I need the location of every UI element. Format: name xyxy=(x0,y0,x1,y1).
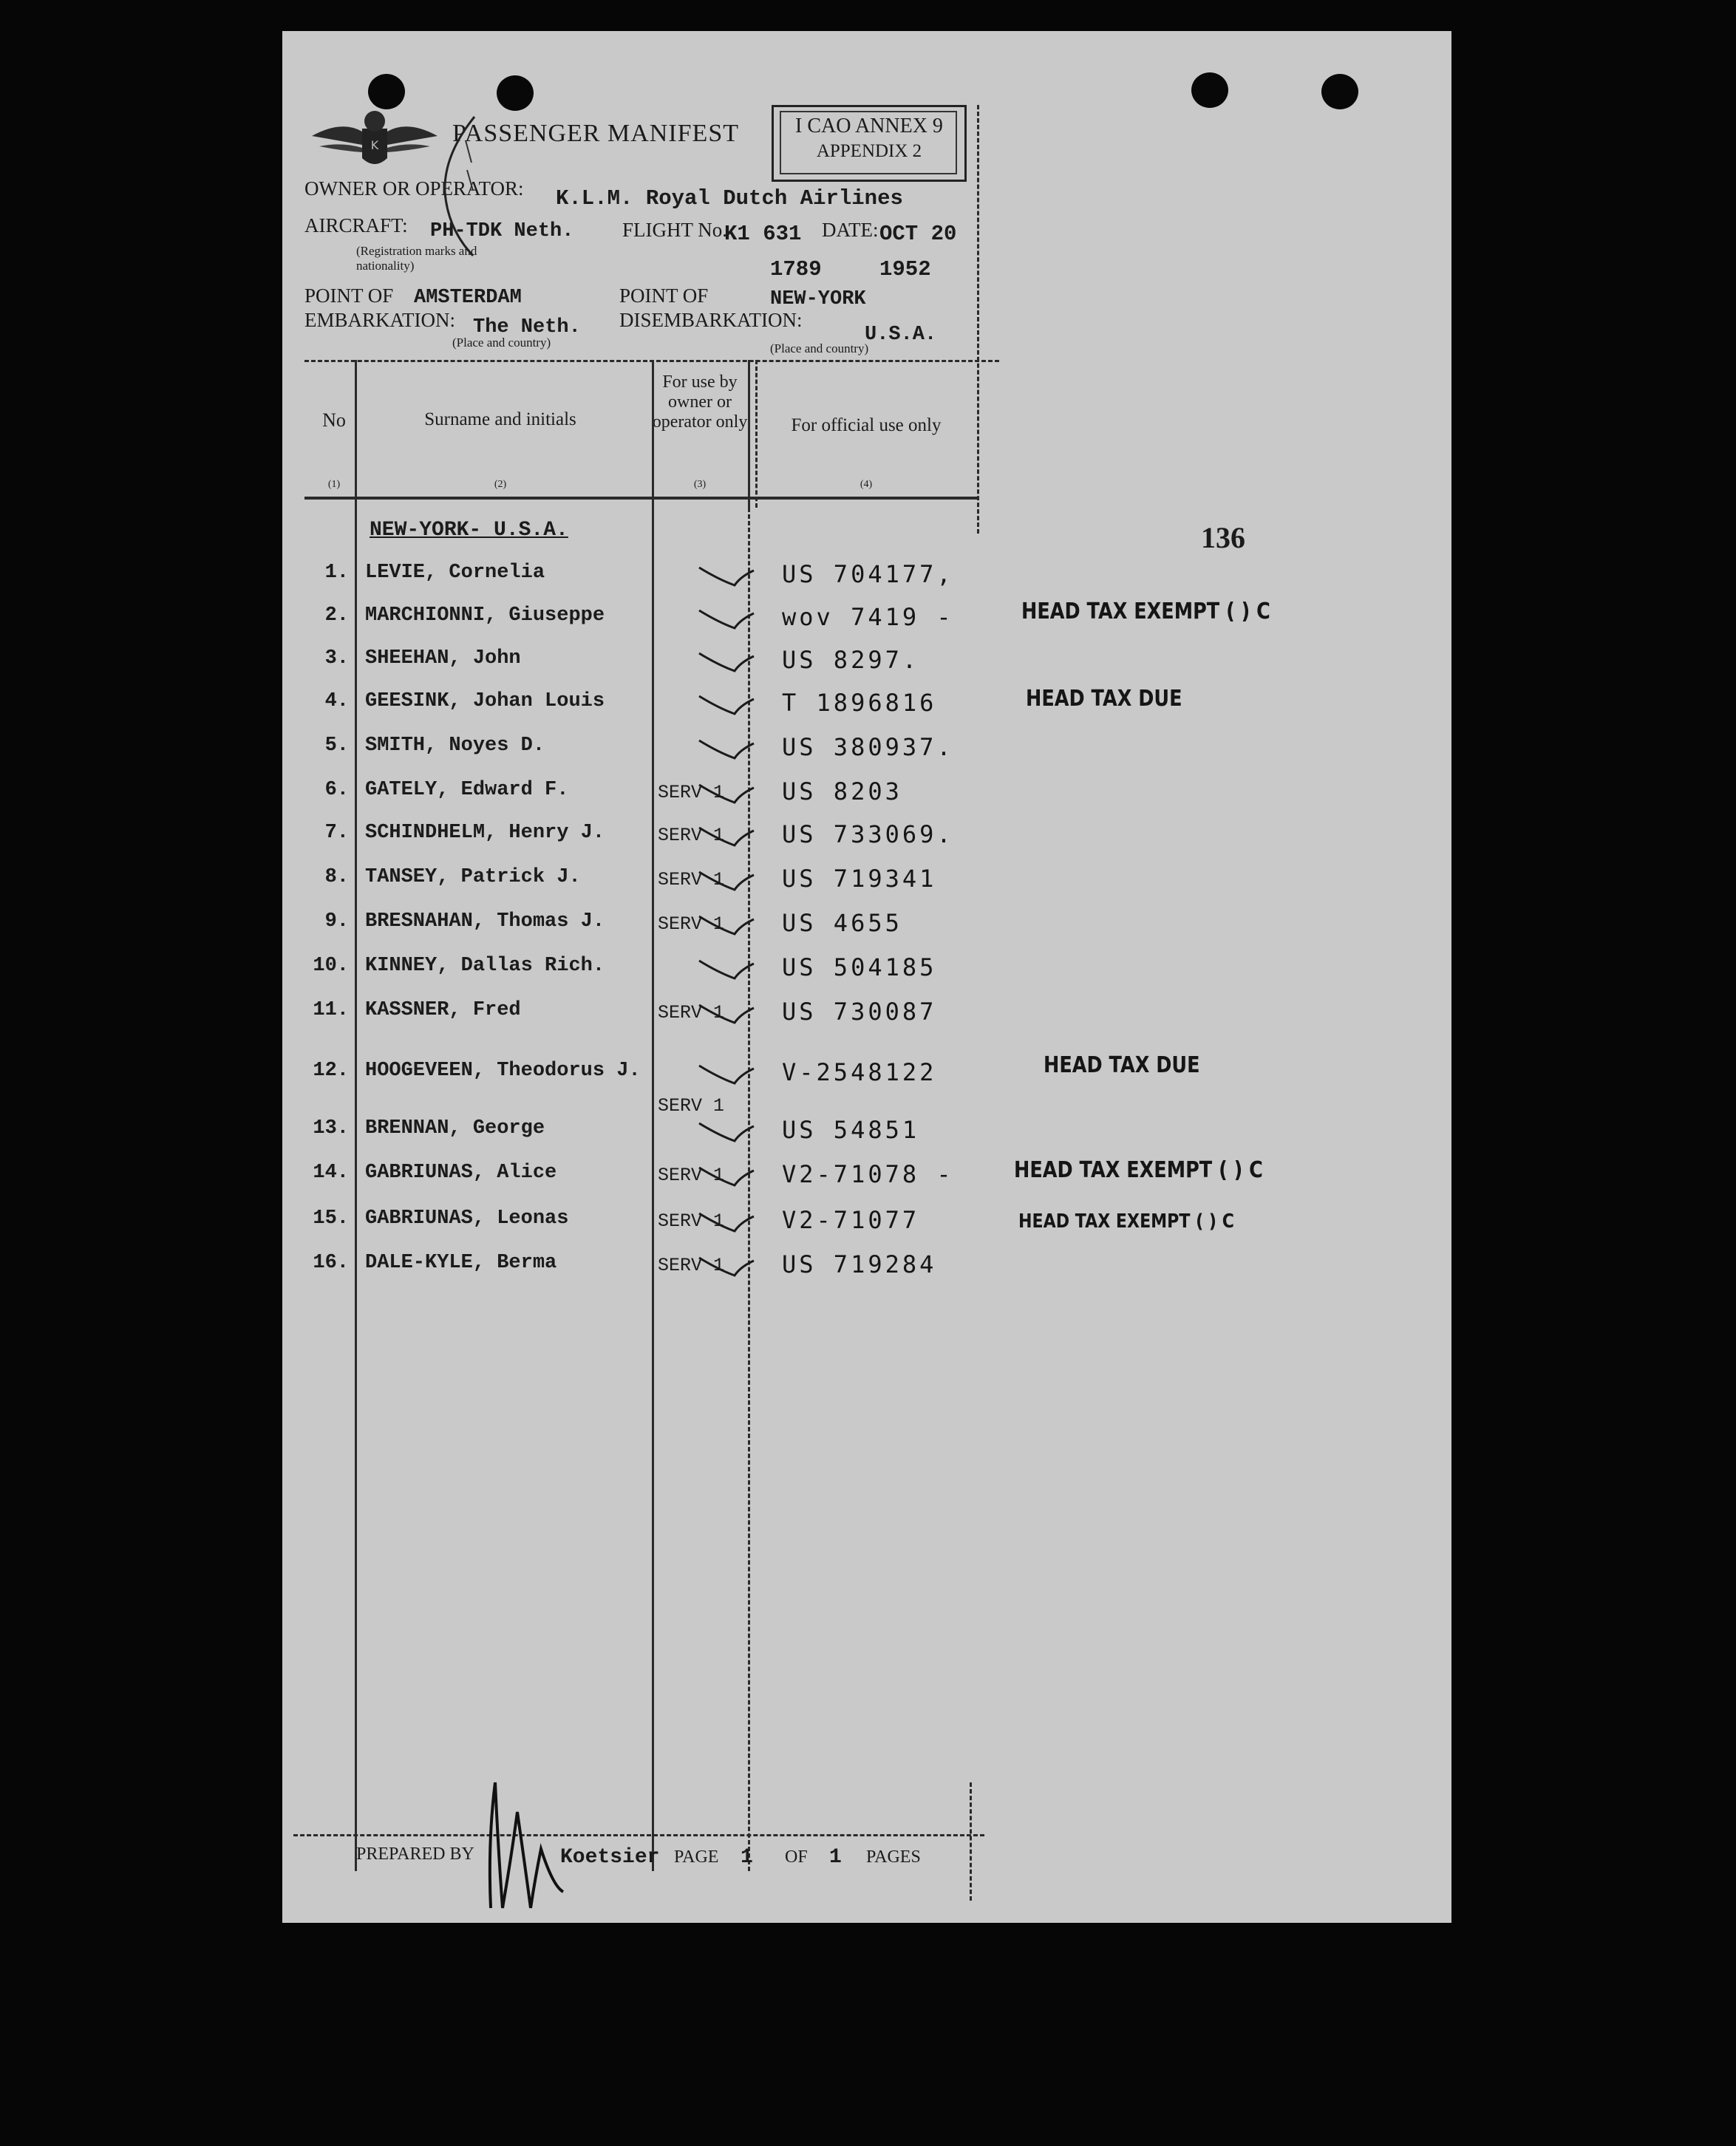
passenger-name: GATELY, Edward F. xyxy=(365,779,569,801)
row-number: 10. xyxy=(313,955,349,977)
official-number: US 54851 xyxy=(782,1116,920,1144)
check-mark-icon xyxy=(696,950,777,987)
icao-annex-box xyxy=(772,105,967,182)
row-number: 7. xyxy=(324,822,349,844)
row-number: 6. xyxy=(324,779,349,801)
date-value: OCT 20 xyxy=(879,222,957,246)
table-row xyxy=(282,562,1451,599)
head-tax-stamp: HEAD TAX EXEMPT ( ) C xyxy=(1018,1210,1234,1233)
service-class: SERV 1 xyxy=(658,1210,725,1232)
check-mark-icon xyxy=(696,774,777,811)
row-number: 9. xyxy=(324,910,349,933)
passenger-name: MARCHIONNI, Giuseppe xyxy=(365,604,605,627)
check-mark-icon xyxy=(696,906,777,943)
row-number: 16. xyxy=(313,1252,349,1274)
table-row xyxy=(282,999,1451,1036)
manifest-sheet xyxy=(282,31,1451,1923)
official-number: US 719341 xyxy=(782,865,937,893)
of-label: OF xyxy=(785,1847,808,1867)
passenger-name: GABRIUNAS, Leonas xyxy=(365,1207,569,1230)
embark-label: POINT OF EMBARKATION: xyxy=(304,285,456,331)
official-number: V2-71078 - xyxy=(782,1160,954,1188)
flight-value: K1 631 xyxy=(724,222,802,246)
total-pages: 1 xyxy=(829,1846,842,1869)
col-official-index: (4) xyxy=(860,479,873,490)
page-number: 136 xyxy=(1201,521,1245,554)
row-number: 8. xyxy=(324,866,349,888)
punch-hole xyxy=(1321,74,1358,109)
official-number: T 1896816 xyxy=(782,689,937,717)
service-class: SERV 1 xyxy=(658,1255,725,1276)
aircraft-label: AIRCRAFT: xyxy=(304,214,408,236)
column-rule xyxy=(970,1782,972,1901)
header-right-rule xyxy=(977,105,979,534)
row-number: 5. xyxy=(324,735,349,757)
page-no: 1 xyxy=(741,1846,753,1869)
check-mark-icon xyxy=(696,1247,777,1284)
official-number: US 8203 xyxy=(782,777,902,805)
row-number: 11. xyxy=(313,999,349,1021)
col-owner-index: (3) xyxy=(693,479,707,490)
table-row xyxy=(282,866,1451,903)
table-row xyxy=(282,955,1451,992)
passenger-name: DALE-KYLE, Berma xyxy=(365,1252,557,1274)
passenger-name: BRESNAHAN, Thomas J. xyxy=(365,910,605,933)
table-row xyxy=(282,647,1451,684)
service-class: SERV 1 xyxy=(658,913,725,935)
official-number: US 380937. xyxy=(782,733,954,761)
check-mark-icon xyxy=(696,995,777,1032)
passenger-name: HOOGEVEEN, Theodorus J. xyxy=(365,1060,641,1082)
passenger-name: SCHINDHELM, Henry J. xyxy=(365,822,605,844)
owner-value: K.L.M. Royal Dutch Airlines xyxy=(556,186,903,211)
head-tax-stamp: HEAD TAX DUE xyxy=(1044,1052,1200,1078)
row-number: 12. xyxy=(313,1060,349,1082)
head-tax-stamp: HEAD TAX EXEMPT ( ) C xyxy=(1014,1157,1263,1183)
manifest-title: PASSENGER MANIFEST xyxy=(452,120,739,147)
table-row xyxy=(282,1207,1451,1244)
col-surname-header: Surname and initials xyxy=(424,409,576,429)
official-number: US 733069. xyxy=(782,820,954,848)
table-row xyxy=(282,599,1451,641)
date-year: 1952 xyxy=(879,257,931,282)
col-surname-index: (2) xyxy=(494,479,507,490)
row-number: 14. xyxy=(313,1162,349,1184)
table-row xyxy=(282,1157,1451,1199)
col-owner-header: For use by owner or operator only xyxy=(652,372,748,432)
svg-text:K: K xyxy=(370,138,379,152)
check-mark-icon xyxy=(696,730,777,767)
check-mark-icon xyxy=(696,600,777,637)
embark-note: (Place and country) xyxy=(452,335,551,350)
check-mark-icon xyxy=(696,1157,777,1194)
table-row xyxy=(282,822,1451,859)
service-class: SERV 1 xyxy=(658,1095,725,1117)
footer-rule xyxy=(293,1834,984,1836)
check-mark-icon xyxy=(696,686,777,723)
official-number: US 704177, xyxy=(782,560,954,588)
head-tax-stamp: HEAD TAX DUE xyxy=(1026,686,1182,712)
flight-label: FLIGHT No. xyxy=(622,219,728,241)
service-class: SERV 1 xyxy=(658,1165,725,1186)
owner-label: OWNER OR OPERATOR: xyxy=(304,177,524,200)
row-number: 3. xyxy=(324,647,349,670)
passenger-name: BRENNAN, George xyxy=(365,1117,545,1140)
flight-value-2: 1789 xyxy=(770,257,822,282)
klm-logo-icon xyxy=(304,99,445,180)
check-mark-icon xyxy=(696,557,777,594)
handwritten-bracket xyxy=(430,111,489,259)
punch-hole xyxy=(1191,72,1228,108)
check-mark-icon xyxy=(696,862,777,899)
table-header-rule xyxy=(304,497,977,500)
annex-line-1: I CAO ANNEX 9 xyxy=(795,115,943,137)
signature-mark xyxy=(482,1768,571,1915)
col-official-header: For official use only xyxy=(791,415,942,435)
table-row xyxy=(282,1117,1451,1154)
annex-line-2: APPENDIX 2 xyxy=(816,141,922,161)
col-no-header: No xyxy=(322,409,346,431)
service-class: SERV 1 xyxy=(658,825,725,846)
official-number: US 719284 xyxy=(782,1250,937,1278)
prepared-by-label: PREPARED BY xyxy=(356,1844,474,1864)
table-row xyxy=(282,686,1451,727)
row-number: 15. xyxy=(313,1207,349,1230)
service-class: SERV 1 xyxy=(658,782,725,803)
table-row xyxy=(282,1052,1451,1117)
passenger-name: TANSEY, Patrick J. xyxy=(365,866,581,888)
embark-place: AMSTERDAM xyxy=(414,287,522,309)
row-number: 13. xyxy=(313,1117,349,1140)
head-tax-stamp: HEAD TAX EXEMPT ( ) C xyxy=(1021,599,1270,624)
disembark-note: (Place and country) xyxy=(770,341,869,355)
check-mark-icon xyxy=(696,1203,777,1240)
row-number: 4. xyxy=(324,690,349,712)
official-number: US 4655 xyxy=(782,909,902,937)
column-rule xyxy=(748,360,750,508)
service-class: SERV 1 xyxy=(658,869,725,890)
official-number: US 504185 xyxy=(782,953,937,981)
passenger-name: GABRIUNAS, Alice xyxy=(365,1162,557,1184)
passenger-name: GEESINK, Johan Louis xyxy=(365,690,605,712)
check-mark-icon xyxy=(696,817,777,854)
page-label: PAGE xyxy=(674,1847,719,1867)
table-row xyxy=(282,910,1451,947)
destination-heading: NEW-YORK- U.S.A. xyxy=(370,519,568,542)
passenger-name: KINNEY, Dallas Rich. xyxy=(365,955,605,977)
embark-country: The Neth. xyxy=(473,316,581,338)
disembark-place: NEW-YORK xyxy=(770,288,866,310)
row-number: 2. xyxy=(324,604,349,627)
table-row xyxy=(282,779,1451,816)
aircraft-value: PH-TDK Neth. xyxy=(430,220,574,242)
passenger-name: SHEEHAN, John xyxy=(365,647,521,670)
date-label: DATE: xyxy=(822,219,879,241)
passenger-name: LEVIE, Cornelia xyxy=(365,562,545,584)
check-mark-icon xyxy=(696,643,777,680)
prepared-by-name: Koetsier xyxy=(560,1846,660,1869)
check-mark-icon xyxy=(696,1055,777,1092)
col-no-index: (1) xyxy=(327,479,341,490)
official-number: US 8297. xyxy=(782,646,920,674)
official-number: wov 7419 - xyxy=(782,603,954,631)
official-number: V2-71077 xyxy=(782,1206,920,1234)
official-number: US 730087 xyxy=(782,998,937,1026)
punch-hole xyxy=(497,75,534,111)
table-row xyxy=(282,1252,1451,1289)
row-number: 1. xyxy=(324,562,349,584)
official-number: V-2548122 xyxy=(782,1058,937,1086)
pages-label: PAGES xyxy=(866,1847,921,1867)
passenger-name: KASSNER, Fred xyxy=(365,999,521,1021)
aircraft-note: (Registration marks and nationality) xyxy=(356,244,477,273)
table-row xyxy=(282,735,1451,771)
passenger-name: SMITH, Noyes D. xyxy=(365,735,545,757)
service-class: SERV 1 xyxy=(658,1002,725,1023)
column-rule xyxy=(755,360,758,508)
disembark-label: POINT OF DISEMBARKATION: xyxy=(619,285,803,331)
check-mark-icon xyxy=(696,1113,777,1150)
disembark-country: U.S.A. xyxy=(865,324,937,346)
